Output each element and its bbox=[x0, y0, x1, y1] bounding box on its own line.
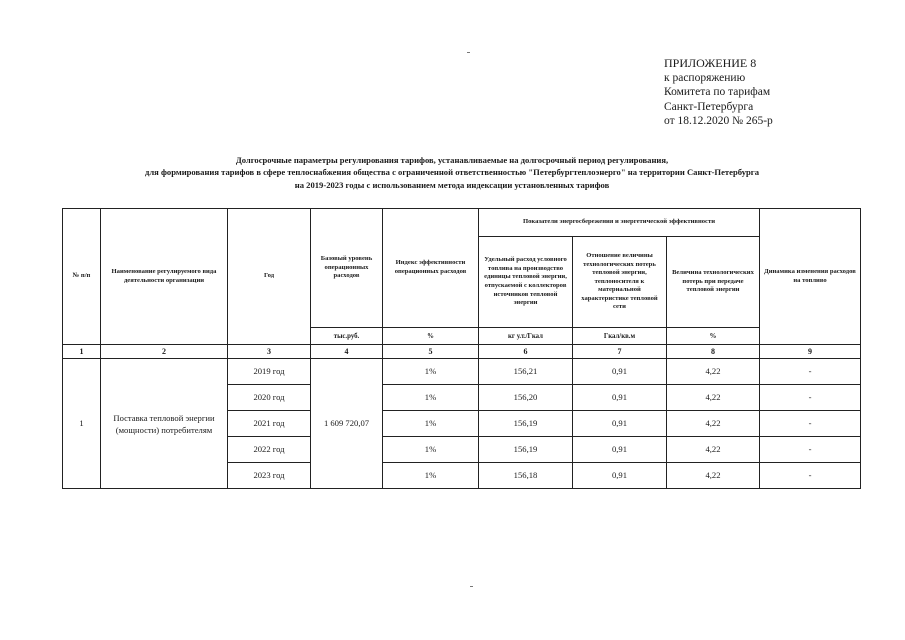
scan-speck bbox=[467, 52, 470, 53]
col-number: 1 bbox=[63, 345, 101, 359]
header-loss: Величина технологических потерь при передаче тепловой энергии bbox=[667, 237, 760, 328]
index-cell: 1% bbox=[383, 385, 479, 411]
header-index: Индекс эффективности операционных расходов bbox=[383, 209, 479, 328]
appendix-line-3: Санкт-Петербурга bbox=[664, 100, 754, 113]
unit-base: тыс.руб. bbox=[311, 328, 383, 345]
ratio-cell: 0,91 bbox=[573, 359, 667, 385]
loss-cell: 4,22 bbox=[667, 463, 760, 489]
index-cell: 1% bbox=[383, 411, 479, 437]
header-org: Наименование регулируемого вида деятельности организации bbox=[101, 209, 228, 345]
year-cell: 2019 год bbox=[228, 359, 311, 385]
scan-speck bbox=[470, 586, 473, 587]
header-base: Базовый уровень операционных расходов bbox=[311, 209, 383, 328]
col-number: 2 bbox=[101, 345, 228, 359]
header-fuel: Удельный расход условного топлива на производство единицы тепловой энергии, отпускаемой с коллекторов источников тепловой энергии bbox=[479, 237, 573, 328]
unit-loss-ratio: Гкал/кв.м bbox=[573, 328, 667, 345]
dynamics-cell: - bbox=[760, 463, 861, 489]
col-number: 9 bbox=[760, 345, 861, 359]
fuel-cell: 156,21 bbox=[479, 359, 573, 385]
fuel-cell: 156,19 bbox=[479, 411, 573, 437]
appendix-block bbox=[664, 56, 773, 129]
dynamics-cell: - bbox=[760, 359, 861, 385]
unit-fuel: кг у.т./Гкал bbox=[479, 328, 573, 345]
header-energy-group: Показатели энергосбережения и энергетической эффективности bbox=[479, 209, 760, 237]
loss-cell: 4,22 bbox=[667, 437, 760, 463]
header-loss-ratio: Отношение величины технологических потерь тепловой энергии, теплоносителя к материальной характеристике тепловой сети bbox=[573, 237, 667, 328]
year-cell: 2023 год bbox=[228, 463, 311, 489]
loss-cell: 4,22 bbox=[667, 385, 760, 411]
year-cell: 2020 год bbox=[228, 385, 311, 411]
fuel-cell: 156,20 bbox=[479, 385, 573, 411]
fuel-cell: 156,19 bbox=[479, 437, 573, 463]
appendix-line-4: от 18.12.2020 № 265-р bbox=[664, 115, 773, 128]
col-number: 3 bbox=[228, 345, 311, 359]
col-number: 6 bbox=[479, 345, 573, 359]
appendix-line-2: Комитета по тарифам bbox=[664, 86, 771, 99]
document-title bbox=[60, 154, 844, 191]
year-cell: 2021 год bbox=[228, 411, 311, 437]
fuel-cell: 156,18 bbox=[479, 463, 573, 489]
ratio-cell: 0,91 bbox=[573, 385, 667, 411]
index-cell: 1% bbox=[383, 463, 479, 489]
activity-name: Поставка тепловой энергии (мощности) потребителям bbox=[101, 359, 228, 489]
unit-loss: % bbox=[667, 328, 760, 345]
title-line-3: на 2019-2023 годы с использованием метода индексации установленных тарифов bbox=[294, 179, 610, 190]
title-line-2: для формирования тарифов в сфере теплоснабжения общества с ограниченной ответственностью "Петербургтеплоэнерго" на территории Санкт-Петербурга bbox=[144, 167, 759, 178]
title-line-1: Долгосрочные параметры регулирования тарифов, устанавливаемые на долгосрочный период регулирования, bbox=[235, 155, 669, 165]
ratio-cell: 0,91 bbox=[573, 463, 667, 489]
index-cell: 1% bbox=[383, 359, 479, 385]
parameters-table bbox=[62, 208, 861, 489]
appendix-heading: ПРИЛОЖЕНИЕ 8 bbox=[664, 56, 757, 70]
header-num: № п/п bbox=[63, 209, 101, 345]
loss-cell: 4,22 bbox=[667, 359, 760, 385]
dynamics-cell: - bbox=[760, 411, 861, 437]
row-number: 1 bbox=[63, 359, 101, 489]
loss-cell: 4,22 bbox=[667, 411, 760, 437]
header-year: Год bbox=[228, 209, 311, 345]
col-number: 5 bbox=[383, 345, 479, 359]
col-number: 4 bbox=[311, 345, 383, 359]
ratio-cell: 0,91 bbox=[573, 411, 667, 437]
index-cell: 1% bbox=[383, 437, 479, 463]
ratio-cell: 0,91 bbox=[573, 437, 667, 463]
dynamics-cell: - bbox=[760, 385, 861, 411]
unit-index: % bbox=[383, 328, 479, 345]
dynamics-cell: - bbox=[760, 437, 861, 463]
appendix-line-1: к распоряжению bbox=[664, 71, 746, 84]
base-value: 1 609 720,07 bbox=[311, 359, 383, 489]
table-row bbox=[63, 359, 861, 385]
col-number: 7 bbox=[573, 345, 667, 359]
year-cell: 2022 год bbox=[228, 437, 311, 463]
col-number: 8 bbox=[667, 345, 760, 359]
header-dynamics: Динамика изменения расходов на топливо bbox=[760, 209, 861, 345]
